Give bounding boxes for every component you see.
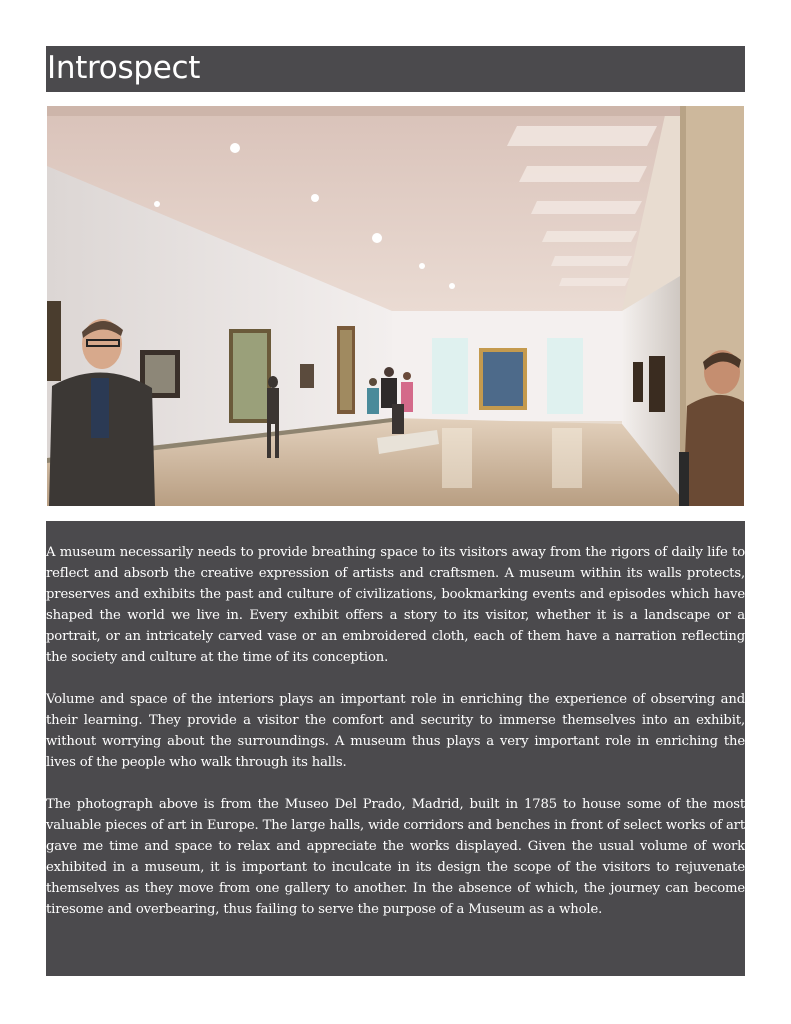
paragraph-1: A museum necessarily needs to provide breathing space to its visitors away from the rigors of daily life to reflect and absorb the creative expression of artists and craftsmen. A museum within its walls protects, preserves and exhibits the past and culture of civilizations, bookmarking events and episodes which have shaped the world we live in. Every exhibit offers a story to its visitor, whether it is a landscape or a portrait, or an intricately carved vase or an embroidered cloth, each of them have a narration reflecting the society and culture at the time of its conception.	[46, 545, 745, 665]
museum-gallery-illustration	[47, 106, 744, 506]
paragraph-2: Volume and space of the interiors plays an important role in enriching the experience of observing and their learning. They provide a visitor the comfort and security to immerse themselves into an exhibit, without worrying about the surroundings. A museum thus plays a very important role in enriching the lives of the people who walk through its halls.	[46, 692, 745, 770]
text-panel	[46, 521, 745, 976]
title-bar	[46, 46, 745, 92]
paragraph-3: The photograph above is from the Museo Del Prado, Madrid, built in 1785 to house some of the most valuable pieces of art in Europe. The large halls, wide corridors and benches in front of select works of art gave me time and space to relax and appreciate the works displayed. Given the usual volume of work exhibited in a museum, it is important to inculcate in its design the scope of the visitors to rejuvenate themselves as they move from one gallery to another. In the absence of which, the journey can become tiresome and overbearing, thus failing to serve the purpose of a Museum as a whole.	[46, 797, 745, 917]
museum-gallery-photo	[47, 106, 744, 506]
page-title: Introspect	[47, 50, 201, 86]
